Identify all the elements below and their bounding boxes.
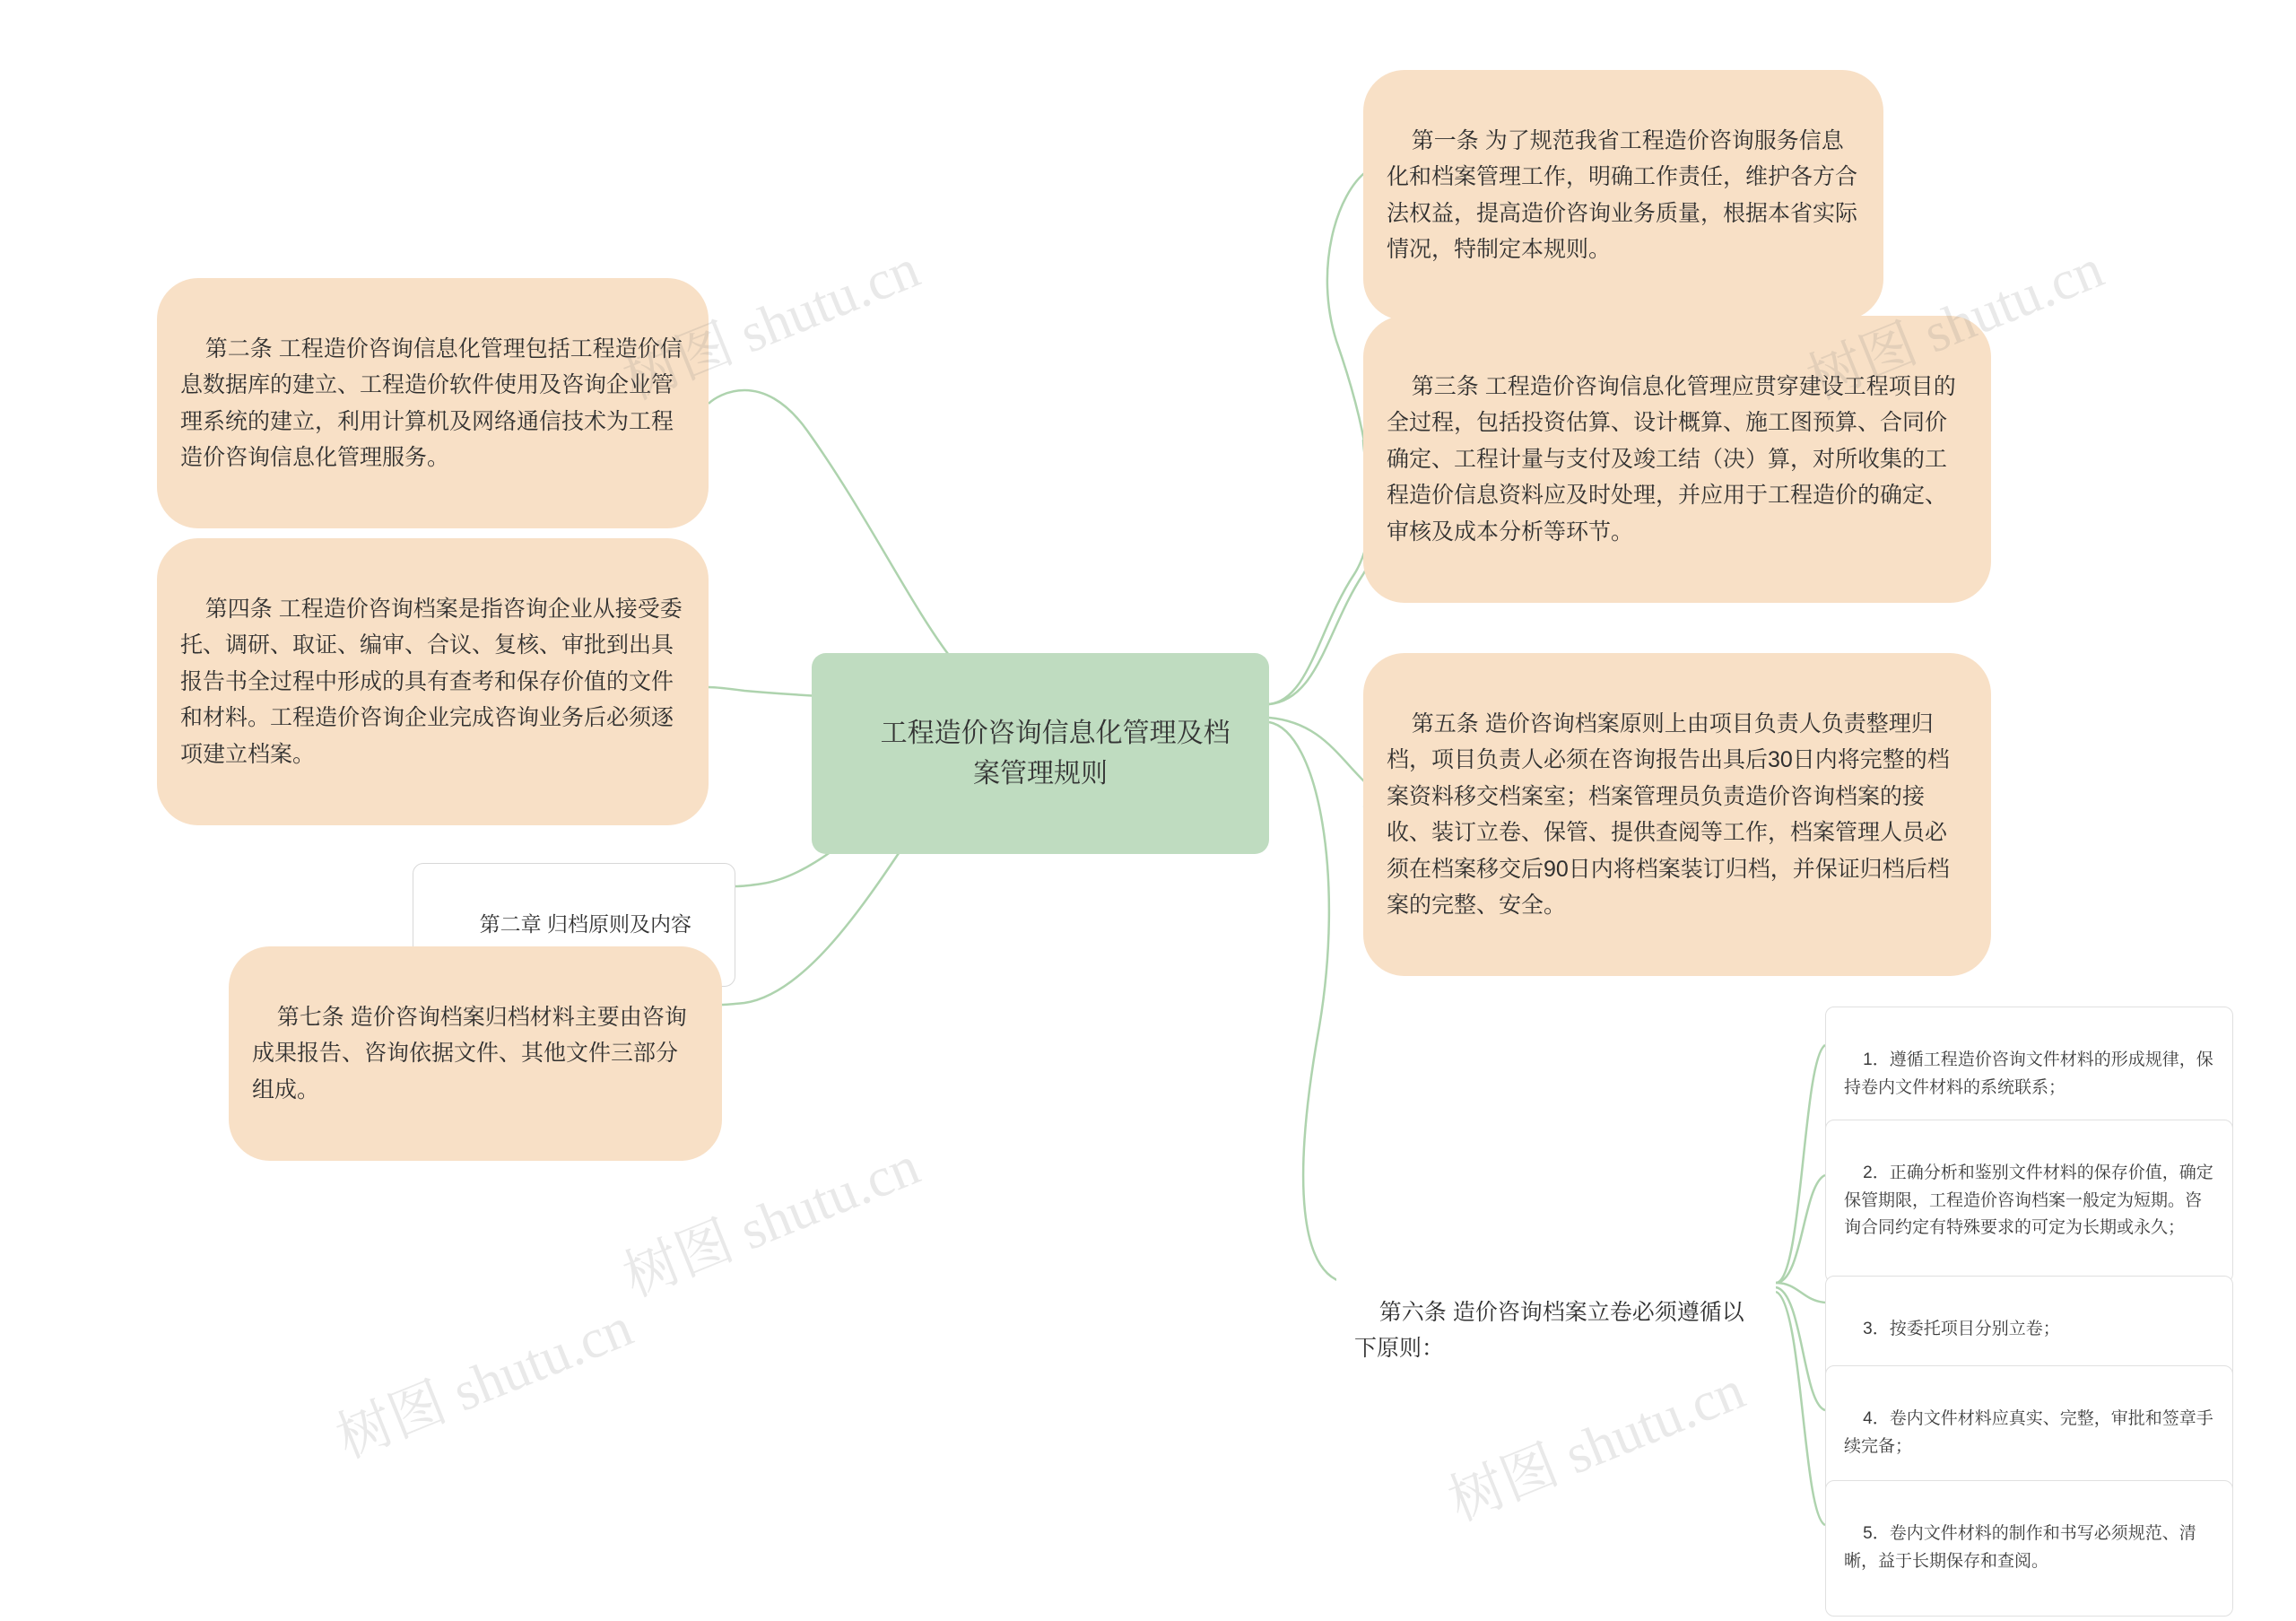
- node-article-3[interactable]: [1363, 316, 1991, 603]
- node-article-5-label: 第五条 造价咨询档案原则上由项目负责人负责整理归档，项目负责人必须在咨询报告出具后30日内将完整的档案资料移交档案室；档案管理员负责造价咨询档案的接收、装订立卷、保管、提供查阅等工作，档案管理人员必须在档案移交后90日内将档案装订归档，并保证归档后档案的完整、安全。: [1387, 710, 1950, 918]
- node-article-6-child-5[interactable]: [1825, 1480, 2233, 1617]
- node-article-6-child-3-label: 3．按委托项目分别立卷；: [1863, 1320, 2060, 1339]
- node-article-2-label: 第二条 工程造价咨询信息化管理包括工程造价信息数据库的建立、工程造价软件使用及咨询企业管理系统的建立，利用计算机及网络通信技术为工程造价咨询信息化管理服务。: [180, 336, 683, 470]
- node-article-3-label: 第三条 工程造价咨询信息化管理应贯穿建设工程项目的全过程，包括投资估算、设计概算、施工图预算、合同价确定、工程计量与支付及竣工结（决）算，对所收集的工程造价信息资料应及时处理，并应用于工程造价的确定、审核及成本分析等环节。: [1387, 373, 1956, 545]
- root-label: 工程造价咨询信息化管理及档案管理规则: [880, 719, 1231, 789]
- link-six-child3: [1776, 1283, 1825, 1303]
- node-article-1[interactable]: [1363, 70, 1883, 320]
- node-article-4-label: 第四条 工程造价咨询档案是指咨询企业从接受委托、调研、取证、编审、合议、复核、审批到出具报告书全过程中形成的具有查考和保存价值的文件和材料。工程造价咨询企业完成咨询业务后必须逐项建立档案。: [180, 596, 683, 767]
- link-root-to-article5: [1269, 718, 1373, 807]
- node-article-6-label: 第六条 造价咨询档案立卷必须遵循以下原则：: [1354, 1299, 1744, 1361]
- link-six-child5: [1776, 1292, 1825, 1525]
- link-root-to-article3: [1269, 440, 1373, 704]
- watermark-4: 树图 shutu.cn: [615, 1135, 928, 1309]
- node-article-6-child-2-label: 2．正确分析和鉴别文件材料的保存价值，确定保管期限，工程造价咨询档案一般定为短期。咨询合同约定有特殊要求的可定为长期或永久；: [1844, 1163, 2213, 1238]
- node-article-7-label: 第七条 造价咨询档案归档材料主要由咨询成果报告、咨询依据文件、其他文件三部分组成。: [252, 1004, 687, 1102]
- node-article-6[interactable]: [1336, 1245, 1776, 1416]
- node-article-5[interactable]: [1363, 653, 1991, 976]
- node-article-1-label: 第一条 为了规范我省工程造价咨询服务信息化和档案管理工作，明确工作责任，维护各方合法权益，提高造价咨询业务质量，根据本省实际情况，特制定本规则。: [1387, 127, 1858, 262]
- link-six-child4: [1776, 1287, 1825, 1410]
- watermark-5: 树图 shutu.cn: [1440, 1359, 1753, 1533]
- node-article-6-child-4-label: 4．卷内文件材料应真实、完整，审批和签章手续完备；: [1844, 1409, 2213, 1456]
- link-six-child1: [1776, 1045, 1825, 1283]
- link-six-child2: [1776, 1175, 1825, 1283]
- node-article-4[interactable]: [157, 538, 709, 825]
- watermark-1: 树图 shutu.cn: [615, 238, 928, 412]
- link-root-to-article1: [1269, 170, 1370, 704]
- node-article-2[interactable]: [157, 278, 709, 528]
- link-root-to-article6: [1269, 722, 1345, 1283]
- node-chapter-2-label: 第二章 归档原则及内容: [479, 912, 691, 937]
- node-article-6-child-1-label: 1．遵循工程造价咨询文件材料的形成规律，保持卷内文件材料的系统联系；: [1844, 1050, 2213, 1097]
- node-article-6-child-5-label: 5．卷内文件材料的制作和书写必须规范、清晰，益于长期保存和查阅。: [1844, 1524, 2196, 1571]
- node-article-6-child-2[interactable]: [1825, 1120, 2233, 1283]
- root-node[interactable]: [812, 653, 1269, 854]
- node-article-7[interactable]: [229, 946, 722, 1161]
- watermark-3: 树图 shutu.cn: [328, 1296, 641, 1470]
- watermark-2: shutu.cn: [1915, 238, 2112, 365]
